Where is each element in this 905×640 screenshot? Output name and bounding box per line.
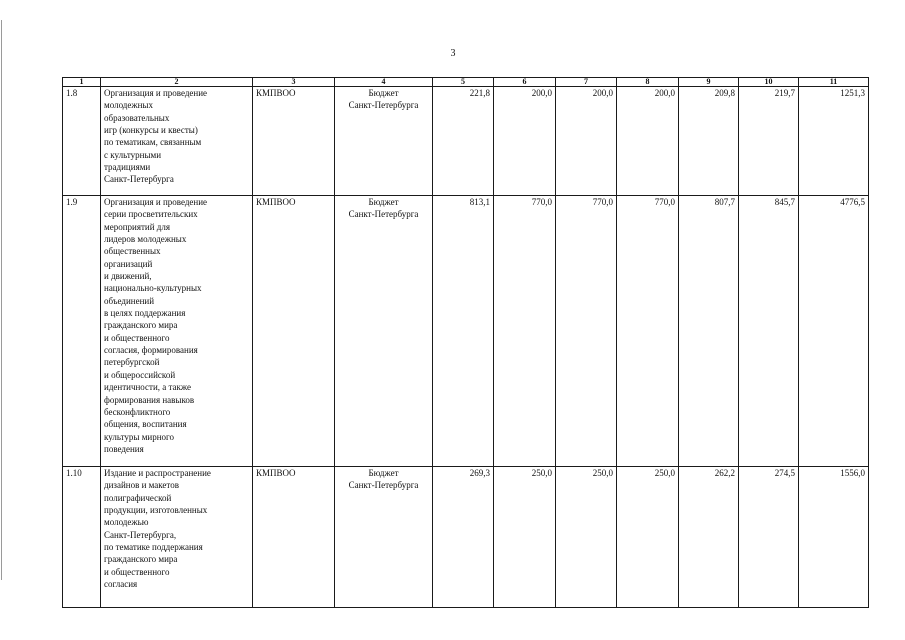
amount-cell: 250,0 xyxy=(494,467,556,608)
column-header: 2 xyxy=(101,78,253,87)
page-number: 3 xyxy=(450,48,456,59)
activity-name-line: и общероссийской xyxy=(104,369,176,380)
amount-cell: 274,5 xyxy=(739,467,799,608)
activity-name-line: Организация и проведение xyxy=(104,197,208,207)
activity-name-line: культуры мирного xyxy=(104,431,175,442)
activity-name-line: организаций xyxy=(104,258,153,269)
activity-name-line: поведения xyxy=(104,443,144,454)
amount-cell: 209,8 xyxy=(679,87,739,196)
amount-cell: 200,0 xyxy=(494,87,556,196)
activity-name-line: традициями xyxy=(104,162,151,173)
amount-cell: 813,1 xyxy=(433,196,494,467)
column-header: 4 xyxy=(335,78,433,87)
column-header: 6 xyxy=(494,78,556,87)
activity-name-line: согласия xyxy=(104,579,138,590)
table-row xyxy=(63,196,869,467)
activity-name-line: игр (конкурсы и квесты) xyxy=(104,125,198,136)
activity-name-line: молодежных xyxy=(104,100,153,111)
scan-edge-mark xyxy=(1,20,2,580)
column-header: 11 xyxy=(799,78,869,87)
activity-name-line: Организация и проведение xyxy=(104,88,208,98)
column-header: 10 xyxy=(739,78,799,87)
row-number: 1.10 xyxy=(63,467,101,608)
executor: КМПВОО xyxy=(253,196,335,467)
funding-source-line: Бюджет xyxy=(368,468,399,478)
program-table xyxy=(62,77,869,608)
activity-name-line: Санкт-Петербурга, xyxy=(104,529,177,540)
amount-cell: 770,0 xyxy=(494,196,556,467)
executor: КМПВОО xyxy=(253,87,335,196)
funding-source xyxy=(335,87,433,196)
activity-name-line: гражданского мира xyxy=(104,554,178,565)
activity-name-line: полиграфической xyxy=(104,492,172,503)
amount-cell: 250,0 xyxy=(617,467,679,608)
funding-source-line: Санкт-Петербурга xyxy=(348,209,419,220)
activity-name-line: петербургской xyxy=(104,357,160,368)
amount-cell: 807,7 xyxy=(679,196,739,467)
executor: КМПВОО xyxy=(253,467,335,608)
column-header: 1 xyxy=(63,78,101,87)
activity-name-line: по тематикам, связанным xyxy=(104,137,202,148)
amount-cell: 770,0 xyxy=(556,196,617,467)
funding-source xyxy=(335,196,433,467)
activity-name-line: лидеров молодежных xyxy=(104,234,187,245)
row-number: 1.9 xyxy=(63,196,101,467)
column-header: 9 xyxy=(679,78,739,87)
amount-cell: 845,7 xyxy=(739,196,799,467)
activity-name-line: серии просветительских xyxy=(104,209,198,220)
activity-name xyxy=(101,467,253,608)
activity-name-line: и общественного xyxy=(104,566,170,577)
activity-name-line: дизайнов и макетов xyxy=(104,480,179,491)
activity-name xyxy=(101,196,253,467)
activity-name-line: и движений, xyxy=(104,271,152,282)
activity-name-line: общения, воспитания xyxy=(104,419,187,430)
activity-name-line: идентичности, а также xyxy=(104,382,192,393)
activity-name-line: с культурными xyxy=(104,149,162,160)
activity-name-line: гражданского мира xyxy=(104,320,178,331)
funding-source-line: Бюджет xyxy=(368,88,399,98)
activity-name-line: бесконфликтного xyxy=(104,406,171,417)
total-cell: 1556,0 xyxy=(799,467,869,608)
amount-cell: 250,0 xyxy=(556,467,617,608)
column-header: 7 xyxy=(556,78,617,87)
amount-cell: 200,0 xyxy=(617,87,679,196)
activity-name-line: в целях поддержания xyxy=(104,308,186,319)
funding-source xyxy=(335,467,433,608)
amount-cell: 219,7 xyxy=(739,87,799,196)
activity-name-line: образовательных xyxy=(104,112,170,123)
funding-source-line: Санкт-Петербурга xyxy=(348,100,419,111)
activity-name-line: Издание и распространение xyxy=(104,468,211,478)
amount-cell: 200,0 xyxy=(556,87,617,196)
total-cell: 4776,5 xyxy=(799,196,869,467)
header-row xyxy=(63,78,869,87)
activity-name-line: объединений xyxy=(104,295,155,306)
activity-name-line: общественных xyxy=(104,246,161,257)
activity-name-line: национально-культурных xyxy=(104,283,202,294)
amount-cell: 262,2 xyxy=(679,467,739,608)
activity-name-line: продукции, изготовленных xyxy=(104,505,208,516)
row-number: 1.8 xyxy=(63,87,101,196)
column-header: 3 xyxy=(253,78,335,87)
funding-source-line: Бюджет xyxy=(368,197,399,207)
amount-cell: 269,3 xyxy=(433,467,494,608)
amount-cell: 770,0 xyxy=(617,196,679,467)
activity-name-line: мероприятий для xyxy=(104,221,170,232)
column-header: 5 xyxy=(433,78,494,87)
activity-name-line: Санкт-Петербурга xyxy=(104,174,174,185)
activity-name-line: молодежью xyxy=(104,517,149,528)
amount-cell: 221,8 xyxy=(433,87,494,196)
table-row xyxy=(63,467,869,608)
activity-name-line: формирования навыков xyxy=(104,394,195,405)
total-cell: 1251,3 xyxy=(799,87,869,196)
activity-name xyxy=(101,87,253,196)
table-row xyxy=(63,87,869,196)
funding-source-line: Санкт-Петербурга xyxy=(348,480,419,491)
activity-name-line: согласия, формирования xyxy=(104,345,198,356)
column-header: 8 xyxy=(617,78,679,87)
activity-name-line: по тематике поддержания xyxy=(104,542,203,553)
activity-name-line: и общественного xyxy=(104,332,170,343)
